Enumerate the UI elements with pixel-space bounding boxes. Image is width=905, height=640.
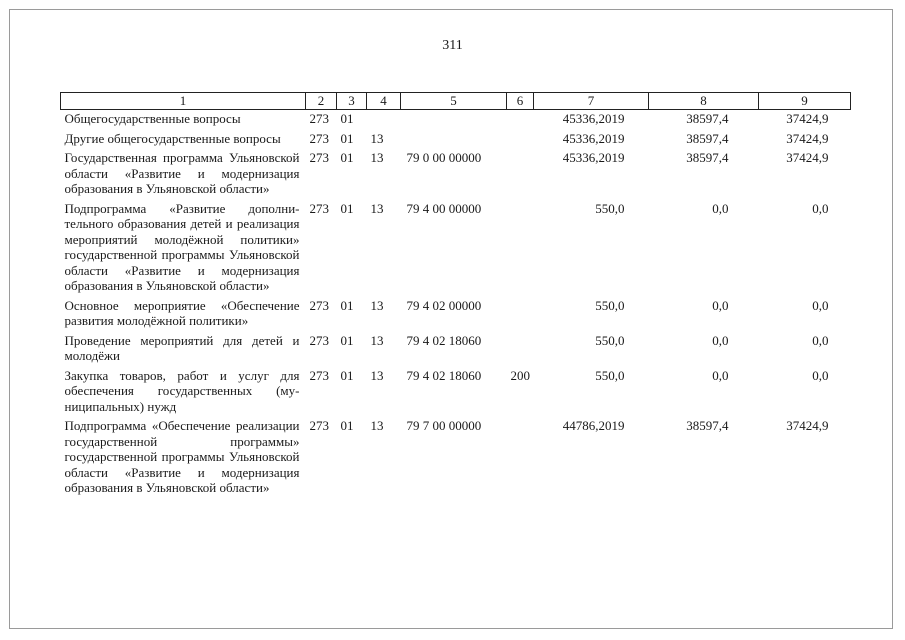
table-body xyxy=(61,110,851,499)
row-value-8: 0,0 xyxy=(712,297,729,313)
row-name: Подпрограмма «Развитие дополнительного образования детей и реализация мероприятий молодёжной политики» государственной программы Ульяновской области «Развитие и модернизация образования в Ульяновской области» xyxy=(64,200,300,293)
row-value-7: 45336,2019 xyxy=(562,150,625,165)
row-value-8: 0,0 xyxy=(712,200,729,216)
budget-table xyxy=(60,92,851,499)
header-col-9: 9 xyxy=(759,93,851,110)
row-value-9: 0,0 xyxy=(812,200,829,216)
row-name: Основное мероприятие «Обеспечение развития молодёжной политики» xyxy=(64,297,300,328)
table-row xyxy=(61,130,851,150)
row-vr xyxy=(507,200,534,297)
table-row xyxy=(61,200,851,297)
row-vr xyxy=(507,332,534,367)
table-row xyxy=(61,297,851,332)
header-col-8: 8 xyxy=(649,93,759,110)
row-grbs: 273 xyxy=(309,297,329,313)
row-pr: 13 xyxy=(370,332,384,348)
header-col-3: 3 xyxy=(337,93,367,110)
row-pr: 13 xyxy=(370,150,384,165)
row-csr: 79 4 00 00000 xyxy=(406,200,482,216)
row-vr xyxy=(507,417,534,499)
row-name: Другие общегосударственные вопросы xyxy=(64,130,281,146)
row-name: Общегосударственные вопросы xyxy=(64,111,241,126)
row-value-7: 45336,2019 xyxy=(562,130,625,146)
row-csr: 79 4 02 18060 xyxy=(406,332,482,348)
row-value-9: 37424,9 xyxy=(786,150,829,165)
header-row xyxy=(61,93,851,110)
row-value-9: 37424,9 xyxy=(786,418,829,433)
header-col-1: 1 xyxy=(61,93,306,110)
table-row xyxy=(61,417,851,499)
row-value-7: 45336,2019 xyxy=(562,111,625,126)
row-value-9: 0,0 xyxy=(812,367,829,383)
row-pr: 13 xyxy=(370,418,384,433)
table-row xyxy=(61,110,851,130)
row-value-8: 38597,4 xyxy=(686,418,729,433)
row-value-8: 38597,4 xyxy=(686,150,729,165)
row-rz: 01 xyxy=(340,111,354,126)
row-grbs: 273 xyxy=(309,150,329,165)
row-vr: 200 xyxy=(510,367,530,383)
row-value-8: 0,0 xyxy=(712,332,729,348)
row-grbs: 273 xyxy=(309,367,329,383)
header-col-4: 4 xyxy=(367,93,401,110)
row-value-7: 44786,2019 xyxy=(562,418,625,433)
row-value-7: 550,0 xyxy=(595,200,625,216)
row-rz: 01 xyxy=(340,297,354,313)
row-value-9: 37424,9 xyxy=(786,111,829,126)
header-col-6: 6 xyxy=(507,93,534,110)
row-value-8: 38597,4 xyxy=(686,111,729,126)
row-vr xyxy=(507,130,534,150)
row-csr xyxy=(401,110,507,130)
row-name: Государственная программа Ульяновской области «Развитие и модернизация образования в Ульяновской области» xyxy=(64,150,300,196)
header-col-7: 7 xyxy=(534,93,649,110)
row-csr xyxy=(401,130,507,150)
row-pr: 13 xyxy=(370,367,384,383)
table-row xyxy=(61,149,851,200)
row-value-7: 550,0 xyxy=(595,297,625,313)
table-header xyxy=(61,93,851,110)
row-pr: 13 xyxy=(370,297,384,313)
row-grbs: 273 xyxy=(309,130,329,146)
row-value-9: 37424,9 xyxy=(786,130,829,146)
row-value-9: 0,0 xyxy=(812,297,829,313)
row-rz: 01 xyxy=(340,130,354,146)
row-value-7: 550,0 xyxy=(595,367,625,383)
row-rz: 01 xyxy=(340,200,354,216)
row-name: Подпрограмма «Обеспечение реализации государственной программы» государственной программы Ульяновской области «Развитие и модернизация образования в Ульяновской области» xyxy=(64,418,300,495)
row-vr xyxy=(507,110,534,130)
row-pr: 13 xyxy=(370,200,384,216)
row-grbs: 273 xyxy=(309,200,329,216)
row-rz: 01 xyxy=(340,418,354,433)
row-pr: 13 xyxy=(370,130,384,146)
row-value-7: 550,0 xyxy=(595,332,625,348)
row-grbs: 273 xyxy=(309,332,329,348)
row-vr xyxy=(507,149,534,200)
row-rz: 01 xyxy=(340,332,354,348)
header-col-5: 5 xyxy=(401,93,507,110)
row-rz: 01 xyxy=(340,367,354,383)
row-csr: 79 7 00 00000 xyxy=(406,418,482,433)
row-name: Закупка товаров, работ и услуг для обеспечения государственных (муниципальных) нужд xyxy=(64,367,300,414)
row-value-8: 38597,4 xyxy=(686,130,729,146)
row-grbs: 273 xyxy=(309,111,329,126)
row-grbs: 273 xyxy=(309,418,329,433)
row-pr xyxy=(367,110,401,130)
row-csr: 79 4 02 00000 xyxy=(406,297,482,313)
table-row xyxy=(61,332,851,367)
page-number: 311 xyxy=(442,38,463,53)
row-vr xyxy=(507,297,534,332)
row-value-8: 0,0 xyxy=(712,367,729,383)
row-name: Проведение мероприятий для детей и молодёжи xyxy=(64,332,300,363)
header-col-2: 2 xyxy=(306,93,337,110)
row-csr: 79 4 02 18060 xyxy=(406,367,482,383)
row-value-9: 0,0 xyxy=(812,332,829,348)
table-row xyxy=(61,367,851,418)
row-csr: 79 0 00 00000 xyxy=(406,150,482,165)
row-rz: 01 xyxy=(340,150,354,165)
